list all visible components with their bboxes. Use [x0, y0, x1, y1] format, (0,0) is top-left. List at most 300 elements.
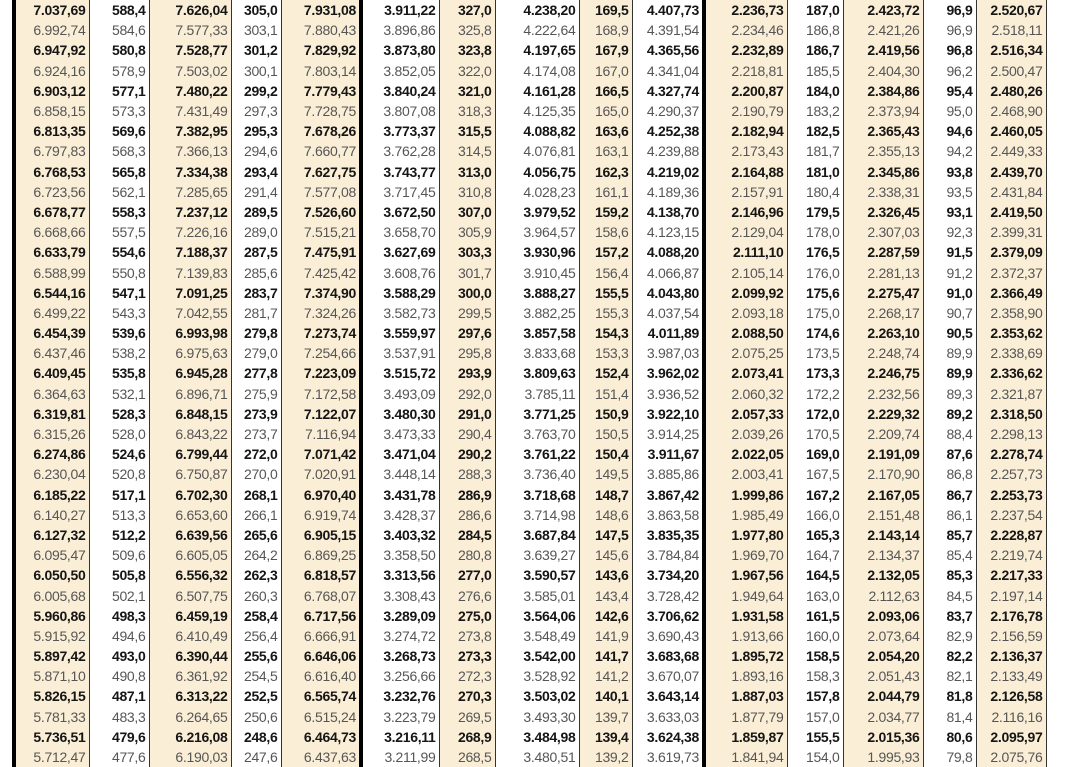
- table-cell: 3.619,73: [632, 747, 704, 767]
- table-cell: 7.254,66: [281, 343, 361, 363]
- table-cell: 2.088,50: [704, 323, 787, 343]
- table-cell: 310,8: [439, 182, 495, 202]
- table-cell: 143,6: [579, 565, 632, 585]
- table-cell: 2.253,73: [976, 485, 1046, 505]
- price-table: [12, 0, 1047, 767]
- table-cell: 578,9: [89, 61, 149, 81]
- table-cell: 6.843,22: [149, 424, 231, 444]
- table-cell: 5.915,92: [14, 626, 89, 646]
- table-cell: 258,4: [231, 606, 281, 626]
- table-cell: 6.556,32: [149, 565, 231, 585]
- table-cell: 184,0: [787, 81, 843, 101]
- table-cell: 164,7: [787, 545, 843, 565]
- table-cell: 3.936,52: [632, 384, 704, 404]
- table-cell: 6.639,56: [149, 525, 231, 545]
- table-cell: 3.882,25: [495, 303, 579, 323]
- table-cell: 3.987,03: [632, 343, 704, 363]
- table-cell: 2.232,89: [704, 40, 787, 60]
- table-cell: 6.274,86: [14, 444, 89, 464]
- table-cell: 93,8: [923, 162, 976, 182]
- table-cell: 280,8: [439, 545, 495, 565]
- table-cell: 588,4: [89, 0, 149, 20]
- table-cell: 7.374,90: [281, 283, 361, 303]
- table-cell: 532,1: [89, 384, 149, 404]
- table-row: [14, 222, 1046, 242]
- table-cell: 2.228,87: [976, 525, 1046, 545]
- table-cell: 6.005,68: [14, 585, 89, 605]
- table-cell: 92,3: [923, 222, 976, 242]
- table-cell: 562,1: [89, 182, 149, 202]
- table-cell: 3.888,27: [495, 283, 579, 303]
- table-cell: 2.246,75: [843, 363, 923, 383]
- table-cell: 6.993,98: [149, 323, 231, 343]
- table-cell: 293,9: [439, 363, 495, 383]
- table-cell: 292,0: [439, 384, 495, 404]
- table-cell: 7.577,33: [149, 20, 231, 40]
- table-cell: 289,0: [231, 222, 281, 242]
- table-cell: 3.232,76: [361, 686, 439, 706]
- table-cell: 3.809,63: [495, 363, 579, 383]
- table-cell: 2.338,69: [976, 343, 1046, 363]
- table-cell: 6.313,22: [149, 686, 231, 706]
- table-cell: 96,8: [923, 40, 976, 60]
- table-row: [14, 606, 1046, 626]
- table-cell: 520,8: [89, 464, 149, 484]
- table-cell: 7.122,07: [281, 404, 361, 424]
- table-cell: 161,1: [579, 182, 632, 202]
- table-cell: 3.582,73: [361, 303, 439, 323]
- table-cell: 4.138,70: [632, 202, 704, 222]
- table-cell: 2.278,74: [976, 444, 1046, 464]
- table-cell: 4.011,89: [632, 323, 704, 343]
- table-cell: 167,5: [787, 464, 843, 484]
- table-cell: 186,8: [787, 20, 843, 40]
- table-cell: 6.768,53: [14, 162, 89, 182]
- table-cell: 1.877,79: [704, 707, 787, 727]
- table-cell: 6.702,30: [149, 485, 231, 505]
- table-cell: 141,9: [579, 626, 632, 646]
- table-cell: 181,7: [787, 141, 843, 161]
- table-cell: 142,6: [579, 606, 632, 626]
- table-cell: 4.407,73: [632, 0, 704, 20]
- table-cell: 147,5: [579, 525, 632, 545]
- table-cell: 162,3: [579, 162, 632, 182]
- table-cell: 4.028,23: [495, 182, 579, 202]
- table-cell: 2.275,47: [843, 283, 923, 303]
- table-cell: 272,0: [231, 444, 281, 464]
- table-cell: 3.852,05: [361, 61, 439, 81]
- table-cell: 314,5: [439, 141, 495, 161]
- table-cell: 4.365,56: [632, 40, 704, 60]
- table-cell: 493,0: [89, 646, 149, 666]
- table-cell: 2.209,74: [843, 424, 923, 444]
- table-row: [14, 464, 1046, 484]
- table-row: [14, 646, 1046, 666]
- table-cell: 158,5: [787, 646, 843, 666]
- table-cell: 2.190,79: [704, 101, 787, 121]
- table-cell: 286,6: [439, 505, 495, 525]
- table-cell: 183,2: [787, 101, 843, 121]
- table-cell: 7.431,49: [149, 101, 231, 121]
- table-cell: 254,5: [231, 666, 281, 686]
- table-cell: 4.197,65: [495, 40, 579, 60]
- table-cell: 3.256,66: [361, 666, 439, 686]
- table-cell: 3.268,73: [361, 646, 439, 666]
- table-cell: 6.190,03: [149, 747, 231, 767]
- table-cell: 3.590,57: [495, 565, 579, 585]
- table-cell: 2.015,36: [843, 727, 923, 747]
- table-cell: 3.910,45: [495, 262, 579, 282]
- table-cell: 2.075,76: [976, 747, 1046, 767]
- table-cell: 7.803,14: [281, 61, 361, 81]
- table-cell: 3.515,72: [361, 363, 439, 383]
- table-cell: 7.226,16: [149, 222, 231, 242]
- table-cell: 3.763,70: [495, 424, 579, 444]
- table-row: [14, 404, 1046, 424]
- table-cell: 3.962,02: [632, 363, 704, 383]
- table-cell: 6.127,32: [14, 525, 89, 545]
- table-cell: 2.112,63: [843, 585, 923, 605]
- table-cell: 4.189,36: [632, 182, 704, 202]
- table-cell: 7.071,42: [281, 444, 361, 464]
- table-cell: 5.897,42: [14, 646, 89, 666]
- table-cell: 2.358,90: [976, 303, 1046, 323]
- table-cell: 2.520,67: [976, 0, 1046, 20]
- table-cell: 6.230,04: [14, 464, 89, 484]
- table-cell: 1.999,86: [704, 485, 787, 505]
- table-cell: 87,6: [923, 444, 976, 464]
- table-cell: 2.093,18: [704, 303, 787, 323]
- table-cell: 91,0: [923, 283, 976, 303]
- table-cell: 1.967,56: [704, 565, 787, 585]
- table-cell: 3.873,80: [361, 40, 439, 60]
- table-cell: 7.515,21: [281, 222, 361, 242]
- table-cell: 6.869,25: [281, 545, 361, 565]
- table-cell: 6.390,44: [149, 646, 231, 666]
- table-row: [14, 121, 1046, 141]
- table-cell: 7.627,75: [281, 162, 361, 182]
- table-cell: 3.728,42: [632, 585, 704, 605]
- table-row: [14, 545, 1046, 565]
- table-cell: 7.425,42: [281, 262, 361, 282]
- table-cell: 3.914,25: [632, 424, 704, 444]
- table-cell: 301,7: [439, 262, 495, 282]
- table-cell: 7.480,22: [149, 81, 231, 101]
- table-cell: 568,3: [89, 141, 149, 161]
- table-cell: 86,1: [923, 505, 976, 525]
- table-cell: 3.964,57: [495, 222, 579, 242]
- table-cell: 291,4: [231, 182, 281, 202]
- table-cell: 6.499,22: [14, 303, 89, 323]
- table-cell: 279,8: [231, 323, 281, 343]
- table-cell: 6.454,39: [14, 323, 89, 343]
- table-cell: 165,3: [787, 525, 843, 545]
- table-cell: 3.448,14: [361, 464, 439, 484]
- table-cell: 6.565,74: [281, 686, 361, 706]
- table-cell: 327,0: [439, 0, 495, 20]
- table-cell: 2.263,10: [843, 323, 923, 343]
- table-cell: 2.338,31: [843, 182, 923, 202]
- table-cell: 167,0: [579, 61, 632, 81]
- table-cell: 2.379,09: [976, 242, 1046, 262]
- table-cell: 2.234,46: [704, 20, 787, 40]
- table-cell: 3.473,33: [361, 424, 439, 444]
- table-cell: 7.285,65: [149, 182, 231, 202]
- table-cell: 3.867,42: [632, 485, 704, 505]
- table-cell: 3.537,91: [361, 343, 439, 363]
- table-cell: 7.223,09: [281, 363, 361, 383]
- table-cell: 6.919,74: [281, 505, 361, 525]
- table-cell: 3.784,84: [632, 545, 704, 565]
- table-cell: 96,2: [923, 61, 976, 81]
- table-cell: 303,1: [231, 20, 281, 40]
- table-cell: 3.672,50: [361, 202, 439, 222]
- table-cell: 3.736,40: [495, 464, 579, 484]
- table-cell: 6.905,15: [281, 525, 361, 545]
- table-cell: 7.829,92: [281, 40, 361, 60]
- table-cell: 543,3: [89, 303, 149, 323]
- table-row: [14, 525, 1046, 545]
- table-cell: 2.132,05: [843, 565, 923, 585]
- table-row: [14, 61, 1046, 81]
- table-cell: 2.164,88: [704, 162, 787, 182]
- table-cell: 4.252,38: [632, 121, 704, 141]
- table-cell: 5.960,86: [14, 606, 89, 626]
- table-cell: 169,5: [579, 0, 632, 20]
- table-cell: 3.428,37: [361, 505, 439, 525]
- table-cell: 181,0: [787, 162, 843, 182]
- table-cell: 165,0: [579, 101, 632, 121]
- table-cell: 276,6: [439, 585, 495, 605]
- table-cell: 163,1: [579, 141, 632, 161]
- table-cell: 93,5: [923, 182, 976, 202]
- table-cell: 2.516,34: [976, 40, 1046, 60]
- table-cell: 163,0: [787, 585, 843, 605]
- table-cell: 509,6: [89, 545, 149, 565]
- table-cell: 288,3: [439, 464, 495, 484]
- table-cell: 3.608,76: [361, 262, 439, 282]
- table-cell: 3.503,02: [495, 686, 579, 706]
- table-cell: 3.588,29: [361, 283, 439, 303]
- table-row: [14, 40, 1046, 60]
- table-cell: 2.518,11: [976, 20, 1046, 40]
- table-cell: 6.813,35: [14, 121, 89, 141]
- table-cell: 161,5: [787, 606, 843, 626]
- table-cell: 303,3: [439, 242, 495, 262]
- table-cell: 2.116,16: [976, 707, 1046, 727]
- table-cell: 149,5: [579, 464, 632, 484]
- table-cell: 170,5: [787, 424, 843, 444]
- table-cell: 5.712,47: [14, 747, 89, 767]
- table-cell: 266,1: [231, 505, 281, 525]
- table-cell: 5.871,10: [14, 666, 89, 686]
- table-cell: 2.399,31: [976, 222, 1046, 242]
- table-cell: 6.797,83: [14, 141, 89, 161]
- table-cell: 281,7: [231, 303, 281, 323]
- table-cell: 4.327,74: [632, 81, 704, 101]
- table-cell: 490,8: [89, 666, 149, 686]
- table-cell: 166,0: [787, 505, 843, 525]
- table-cell: 479,6: [89, 727, 149, 747]
- table-cell: 93,1: [923, 202, 976, 222]
- table-cell: 6.848,15: [149, 404, 231, 424]
- table-row: [14, 262, 1046, 282]
- table-cell: 155,3: [579, 303, 632, 323]
- table-cell: 2.421,26: [843, 20, 923, 40]
- table-cell: 2.095,97: [976, 727, 1046, 747]
- table-cell: 277,8: [231, 363, 281, 383]
- table-cell: 7.020,91: [281, 464, 361, 484]
- table-row: [14, 242, 1046, 262]
- table-cell: 84,5: [923, 585, 976, 605]
- table-cell: 3.658,70: [361, 222, 439, 242]
- table-cell: 180,4: [787, 182, 843, 202]
- table-cell: 577,1: [89, 81, 149, 101]
- table-cell: 300,0: [439, 283, 495, 303]
- table-cell: 2.093,06: [843, 606, 923, 626]
- table-cell: 565,8: [89, 162, 149, 182]
- table-cell: 2.229,32: [843, 404, 923, 424]
- table-cell: 6.140,27: [14, 505, 89, 525]
- table-cell: 85,4: [923, 545, 976, 565]
- table-cell: 96,9: [923, 20, 976, 40]
- table-cell: 2.167,05: [843, 485, 923, 505]
- table-cell: 3.643,14: [632, 686, 704, 706]
- table-cell: 285,6: [231, 262, 281, 282]
- table-cell: 7.188,37: [149, 242, 231, 262]
- table-cell: 174,6: [787, 323, 843, 343]
- table-cell: 167,2: [787, 485, 843, 505]
- table-cell: 6.970,40: [281, 485, 361, 505]
- table-cell: 255,6: [231, 646, 281, 666]
- table-cell: 283,7: [231, 283, 281, 303]
- table-cell: 300,1: [231, 61, 281, 81]
- table-cell: 3.761,22: [495, 444, 579, 464]
- table-row: [14, 384, 1046, 404]
- table-cell: 82,2: [923, 646, 976, 666]
- table-cell: 6.799,44: [149, 444, 231, 464]
- table-cell: 157,0: [787, 707, 843, 727]
- table-cell: 2.217,33: [976, 565, 1046, 585]
- table-cell: 294,6: [231, 141, 281, 161]
- table-cell: 7.091,25: [149, 283, 231, 303]
- table-cell: 6.768,07: [281, 585, 361, 605]
- table-cell: 148,7: [579, 485, 632, 505]
- table-cell: 3.690,43: [632, 626, 704, 646]
- table-cell: 166,5: [579, 81, 632, 101]
- table-cell: 3.835,35: [632, 525, 704, 545]
- table-cell: 2.134,37: [843, 545, 923, 565]
- table-cell: 4.125,35: [495, 101, 579, 121]
- table-cell: 7.577,08: [281, 182, 361, 202]
- table-cell: 2.044,79: [843, 686, 923, 706]
- table-cell: 3.930,96: [495, 242, 579, 262]
- table-cell: 7.475,91: [281, 242, 361, 262]
- table-cell: 1.887,03: [704, 686, 787, 706]
- table-cell: 6.216,08: [149, 727, 231, 747]
- table-cell: 95,0: [923, 101, 976, 121]
- table-cell: 4.088,20: [632, 242, 704, 262]
- table-cell: 3.493,30: [495, 707, 579, 727]
- table-cell: 2.468,90: [976, 101, 1046, 121]
- table-cell: 2.105,14: [704, 262, 787, 282]
- table-cell: 3.211,99: [361, 747, 439, 767]
- table-cell: 322,0: [439, 61, 495, 81]
- table-cell: 6.750,87: [149, 464, 231, 484]
- table-cell: 140,1: [579, 686, 632, 706]
- table-cell: 502,1: [89, 585, 149, 605]
- table-cell: 3.627,69: [361, 242, 439, 262]
- table-cell: 2.022,05: [704, 444, 787, 464]
- table-cell: 290,2: [439, 444, 495, 464]
- table-cell: 2.365,43: [843, 121, 923, 141]
- table-cell: 270,0: [231, 464, 281, 484]
- table-cell: 547,1: [89, 283, 149, 303]
- table-row: [14, 585, 1046, 605]
- table-cell: 86,8: [923, 464, 976, 484]
- table-cell: 4.123,15: [632, 222, 704, 242]
- table-cell: 279,0: [231, 343, 281, 363]
- table-cell: 256,4: [231, 626, 281, 646]
- table-cell: 6.858,15: [14, 101, 89, 121]
- table-cell: 265,6: [231, 525, 281, 545]
- table-cell: 3.683,68: [632, 646, 704, 666]
- table-cell: 7.237,12: [149, 202, 231, 222]
- table-cell: 3.762,28: [361, 141, 439, 161]
- table-cell: 160,0: [787, 626, 843, 646]
- table-cell: 4.037,54: [632, 303, 704, 323]
- table-cell: 6.185,22: [14, 485, 89, 505]
- table-cell: 139,2: [579, 747, 632, 767]
- table-cell: 4.219,02: [632, 162, 704, 182]
- table-cell: 80,6: [923, 727, 976, 747]
- table-cell: 2.326,45: [843, 202, 923, 222]
- table-cell: 2.060,32: [704, 384, 787, 404]
- table-cell: 550,8: [89, 262, 149, 282]
- table-cell: 2.281,13: [843, 262, 923, 282]
- table-cell: 305,9: [439, 222, 495, 242]
- table-cell: 2.129,04: [704, 222, 787, 242]
- table-cell: 2.073,64: [843, 626, 923, 646]
- table-cell: 7.626,04: [149, 0, 231, 20]
- table-cell: 2.419,50: [976, 202, 1046, 222]
- table-cell: 175,6: [787, 283, 843, 303]
- table-cell: 185,5: [787, 61, 843, 81]
- table-cell: 4.290,37: [632, 101, 704, 121]
- table-cell: 272,3: [439, 666, 495, 686]
- table-cell: 94,6: [923, 121, 976, 141]
- table-cell: 172,2: [787, 384, 843, 404]
- table-cell: 315,5: [439, 121, 495, 141]
- table-cell: 2.355,13: [843, 141, 923, 161]
- table-cell: 494,6: [89, 626, 149, 646]
- table-cell: 4.066,87: [632, 262, 704, 282]
- table-cell: 3.833,68: [495, 343, 579, 363]
- table-cell: 2.034,77: [843, 707, 923, 727]
- table-cell: 301,2: [231, 40, 281, 60]
- table-row: [14, 162, 1046, 182]
- table-cell: 2.182,94: [704, 121, 787, 141]
- table-cell: 3.896,86: [361, 20, 439, 40]
- table-cell: 3.431,78: [361, 485, 439, 505]
- table-cell: 2.257,73: [976, 464, 1046, 484]
- table-cell: 3.857,58: [495, 323, 579, 343]
- table-cell: 2.372,37: [976, 262, 1046, 282]
- table-cell: 173,5: [787, 343, 843, 363]
- table-cell: 538,2: [89, 343, 149, 363]
- table-cell: 86,7: [923, 485, 976, 505]
- table-cell: 6.437,46: [14, 343, 89, 363]
